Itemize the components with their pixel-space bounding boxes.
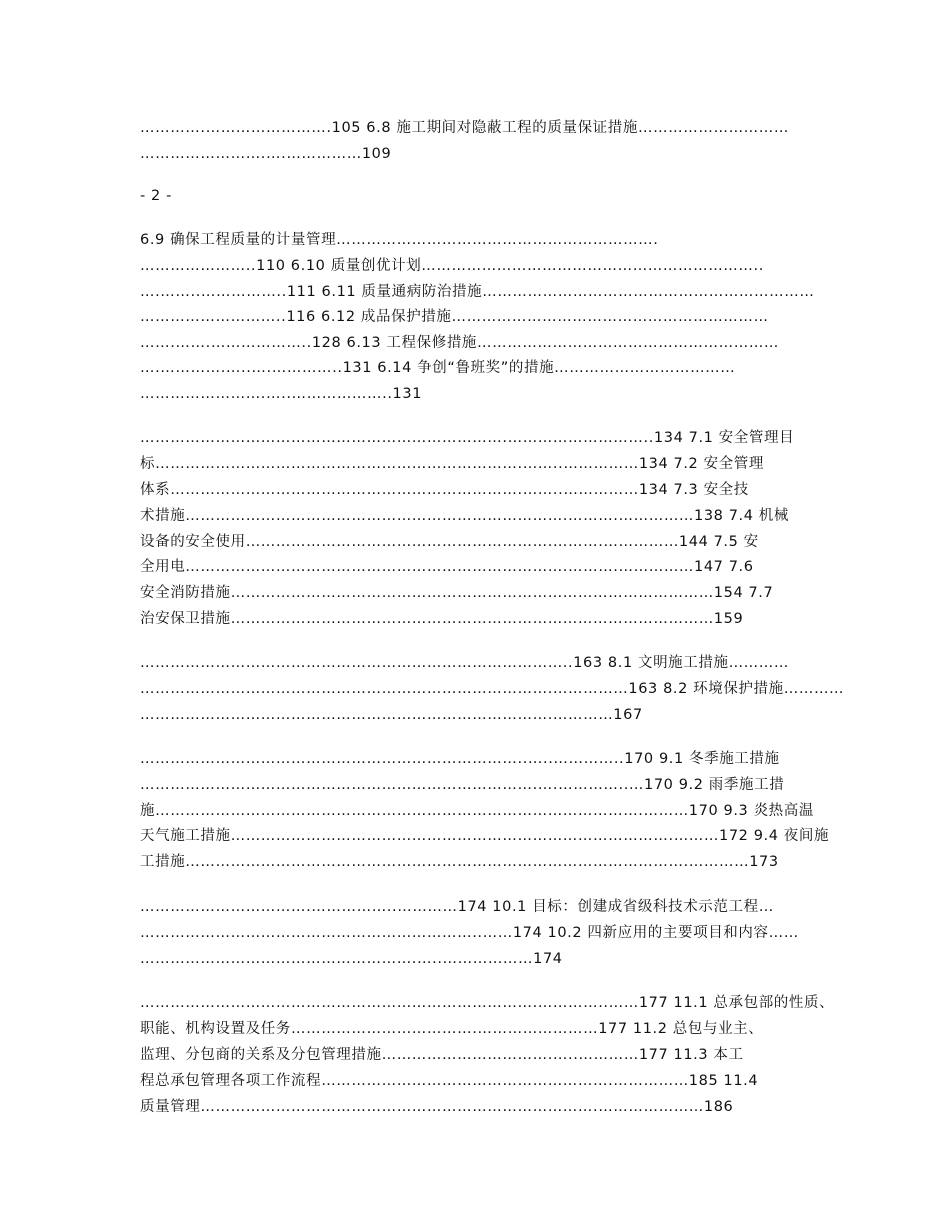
toc-line: …………………………………………………………..……174 10.2 四新应用的主要项目和内容…… <box>140 925 799 941</box>
toc-line: …….…….………………..128 6.13 工程保修措施…………………………………………………… <box>140 335 780 351</box>
page-number: - 2 - <box>140 188 172 204</box>
toc-line: …………………………………………………………………….…………..……177 11.1 总承包部的性质、 <box>140 995 835 1011</box>
toc-line: 6.9 确保工程质量的计量管理………………………………………………………. <box>140 232 659 248</box>
toc-line: …………………………………………………………………..…..…………..170 9.1 冬季施工措施 <box>140 751 780 767</box>
toc-line: …………………………….……………..…………174 10.1 目标：创建成省级科技术示范工程… <box>140 899 774 915</box>
toc-line: ……………………………………………….…..………………174 <box>140 951 563 967</box>
toc-line: …………………….….……………109 <box>140 146 392 162</box>
toc-line: 质量管理…………………………………………………………………….…………………186 <box>140 1099 734 1115</box>
toc-line: ……………………………………………………………….………………………..134 7.1 安全管理目 <box>140 430 795 446</box>
toc-line: 设备的安全使用…………………………………………………….……….……………144 7.5 安 <box>140 534 759 550</box>
toc-line: …………………….…..………………..131 <box>140 386 423 402</box>
toc-line: 程总承包管理各项工作流程………………………………………………….……………185 11.4 <box>140 1073 759 1089</box>
toc-line: …………………………………………………………………….….…………..…170 9.2 雨季施工措 <box>140 777 785 793</box>
toc-line: 治安保卫措施……………………………………………………………………………………159 <box>140 611 744 627</box>
toc-line: …………………………………………………………………………..163 8.1 文明施工措施………… <box>140 655 789 671</box>
toc-line: 职能、机构设置及任务……………………………….……………………177 11.2 总包与业主、 <box>140 1021 764 1037</box>
toc-line: 标……………………………………………………………….……..……………134 7.2 安全管理 <box>140 456 764 472</box>
toc-line: 天气施工措施…………………………………………………………………………….………172 9.4 夜间施 <box>140 828 830 844</box>
toc-line: 安全消防措施……………………………………………………………………………………154 7.7 <box>140 585 774 601</box>
toc-line: ……………………………………………………………………….…………167 <box>140 707 643 723</box>
toc-line: ….………….…..….…………..131 6.14 争创“鲁班奖”的措施……………………………… <box>140 360 736 376</box>
toc-line: 体系…………………………………………………………….……..……………134 7.3 安全技 <box>140 482 749 498</box>
toc-line: 全用电………………………………………………………………….……….……………147 7.6 <box>140 559 754 575</box>
toc-line: 工措施……………………………………………………………………………………….…………173 <box>140 854 779 870</box>
toc-line: ……………………………………………………………………….……………163 8.2 环境保护措施………… <box>140 681 845 697</box>
toc-line: ….……..……………..111 6.11 质量通病防治措施………………………………………………………… <box>140 284 815 300</box>
toc-line: ………….…………………….105 6.8 施工期间对隐蔽工程的质量保证措施………………………… <box>140 120 789 136</box>
toc-line: …………………..110 6.10 质量创优计划………………………………………………………….. <box>140 258 764 274</box>
toc-line: 施…………………………………………………………………………………….………170 9.3 炎热高温 <box>140 803 814 819</box>
toc-line: 术措施………………………………………………………………….……….……………138 7.4 机械 <box>140 508 789 524</box>
toc-line: 监理、分包商的关系及分包管理措施…………………………….…..…………177 11.3 本工 <box>140 1047 744 1063</box>
toc-line: ………………………..116 6.12 成品保护措施……………………………………………………… <box>140 309 769 325</box>
